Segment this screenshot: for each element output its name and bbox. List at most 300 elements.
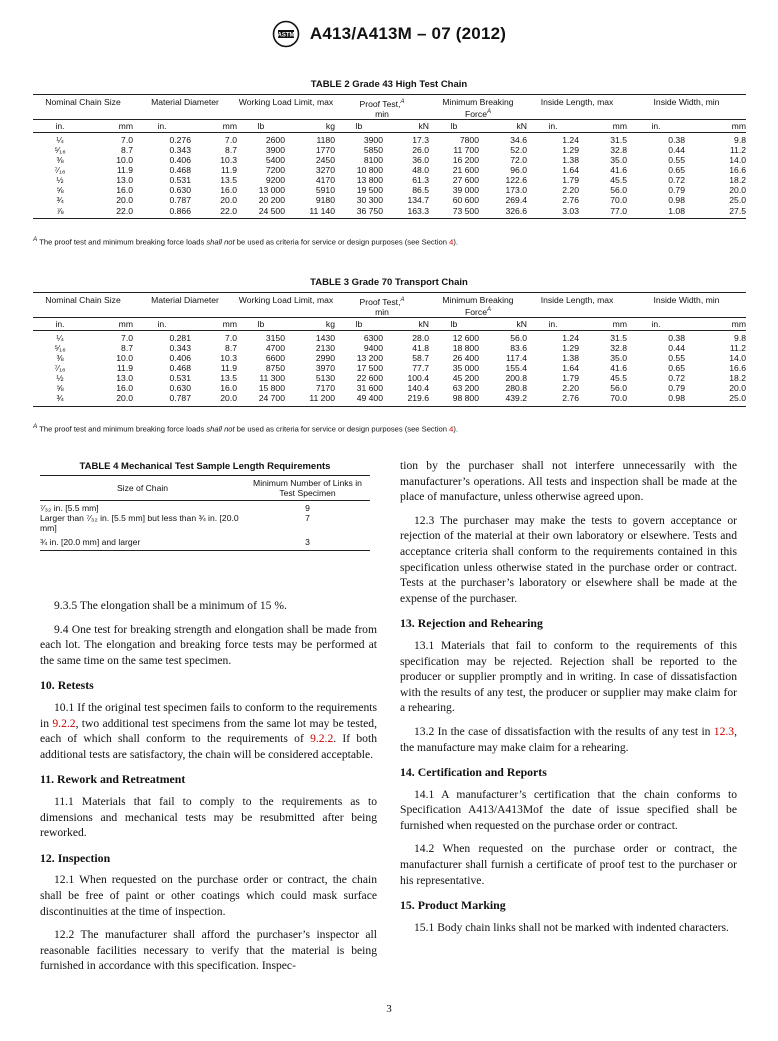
table-row [33,155,746,165]
table-cell: ¾ [56,195,64,206]
table4-caption: TABLE 4 Mechanical Test Sample Length Requirements [79,461,331,472]
table2-body [33,132,746,218]
table3 [33,292,746,407]
paragraph-13-1: 13.1 Materials that fail to conform to the requirements of this specification may be rejected. Rejection shall be reported to the producer or supplier promptly and in writing. In case of dissatisfaction with the results of any test, the producer or supplier may make claim for a rehearing. [400,638,737,715]
unit-label: kg [285,317,335,330]
unit-label: kN [479,119,527,132]
table-cell: 24 700 [237,393,285,406]
table-cell: 14.0 [729,353,746,364]
table-cell: 11 140 [285,206,335,219]
col-header-inside-width: Inside Width, min [627,293,746,318]
unit-label: lb [237,119,285,132]
table-cell: 13.5 [220,373,237,384]
table-cell: 2.76 [562,195,579,206]
table-cell: 10.0 [116,353,133,364]
section-heading-product-marking: 15. Product Marking [400,898,506,913]
table-cell: 10 800 [356,165,383,176]
col-header-breaking-force: Minimum Breaking Force$^A$ [429,293,527,318]
table-cell: 0.787 [169,195,191,206]
table-cell: 4700 [265,342,285,353]
table-cell: 13.5 [220,175,237,186]
table3-footnote: $^A$ The proof test and minimum breaking force loads shall not be used as criteria for service or design purposes (see Section 4). [33,423,458,434]
table-cell: 11.9 [116,165,133,176]
table-cell: 45.5 [610,373,627,384]
table-cell: 173.0 [505,185,527,196]
table-cell: 0.38 [668,332,685,343]
col-header-nominal-size: Nominal Chain Size [33,95,133,120]
table-cell: 35.0 [610,353,627,364]
table-cell: 9.8 [734,332,746,343]
unit-label: mm [685,317,746,330]
table-cell: 32.8 [610,144,627,155]
table-cell: 13 200 [356,353,383,364]
table-cell: ⅜ [56,155,64,166]
table-cell: 34.6 [510,134,527,145]
table-cell: 31.5 [610,134,627,145]
table-cell: 2.20 [562,383,579,394]
table-cell: 22 600 [356,373,383,384]
table-cell: 0.65 [668,165,685,176]
table-cell: 219.6 [383,393,429,406]
table-cell: ⅝ [56,383,64,394]
table-cell: 0.281 [169,332,191,343]
table-cell: 21 600 [452,165,479,176]
table2 [33,94,746,219]
table-row [33,330,746,343]
table-cell: 20 200 [258,195,285,206]
table2-caption: TABLE 2 Grade 43 High Test Chain [310,79,468,90]
paragraph-10-1: 10.1 If the original test specimen fails to conform to the requirements in 9.2.2, two additional test specimens from the same lot may be tested, each of which shall conform to the requirements of 9.2.2. If both additional tests are satisfactory, the chain will be considered acceptable. [40,700,377,761]
unit-label: in. [33,119,87,132]
table-cell: 16.6 [729,165,746,176]
table-cell: 10.0 [116,155,133,166]
table-cell: 7170 [315,383,335,394]
table4 [40,475,370,551]
table-cell: 13.0 [116,373,133,384]
table-cell: ¼ [56,332,64,343]
paragraph-14-2: 14.2 When requested on the purchase order or contract, the manufacturer shall furnish a certificate of proof test to the purchaser or his representative. [400,842,737,887]
table-cell: 11 200 [285,393,335,406]
table-cell: ¼ [56,134,64,145]
table-cell: 2450 [315,155,335,166]
table-cell: ¾ [33,393,87,406]
table-cell: 3.03 [527,206,579,219]
table-cell: 16 200 [452,155,479,166]
table-cell: 20.0 [116,195,133,206]
table-cell: 96.0 [510,165,527,176]
table-cell: 1.79 [562,373,579,384]
table-cell: 58.7 [412,353,429,364]
table-cell: 17 500 [356,363,383,374]
table-cell: 1180 [316,134,335,145]
table-cell: 200.8 [505,373,527,384]
unit-label: lb [335,119,383,132]
table-cell: 0.630 [169,185,191,196]
table-cell: 11.9 [220,165,237,176]
table-cell: 5130 [315,373,335,384]
table-cell: 24 500 [237,206,285,219]
table-cell: 3900 [265,144,285,155]
table-cell: 2.76 [527,393,579,406]
col-header-min-links: Minimum Number of Links in Test Specimen [245,476,370,501]
table-cell: 11 300 [259,373,285,384]
unit-label: in. [33,317,87,330]
table-cell: 0.79 [668,185,685,196]
section-heading-rejection: 13. Rejection and Rehearing [400,616,543,631]
table-cell: 163.3 [383,206,429,219]
table-cell: 16.0 [116,383,133,394]
table-cell: 63 200 [452,383,479,394]
table-cell: 1.29 [562,342,579,353]
table-cell: 20.0 [729,185,746,196]
unit-label: lb [335,317,383,330]
table-row: ⁷⁄₃₂ in. [5.5 mm] 9 [40,503,310,513]
table-cell: 30 300 [356,195,383,206]
table-cell: 0.38 [668,134,685,145]
section-heading-retests: 10. Retests [40,678,94,693]
table-cell: 27.5 [685,206,746,219]
astm-logo-icon [272,20,300,48]
table-cell: 5400 [265,155,285,166]
table-cell: 20.0 [191,393,237,406]
table-cell: 0.406 [169,353,191,364]
table-row [33,343,746,353]
table-row [33,353,746,363]
table-row [33,175,746,185]
table-cell: 6600 [265,353,285,364]
table-cell: 100.4 [407,373,429,384]
table-cell: ⅞ [33,206,87,219]
table-cell: 1.08 [627,206,685,219]
table-cell: 0.343 [169,144,191,155]
table-row [33,373,746,383]
table-cell: 11.2 [729,342,746,353]
table-cell: 56.0 [610,383,627,394]
table-cell: 15 800 [258,383,285,394]
table-cell: 19 500 [356,185,383,196]
unit-label: lb [429,119,479,132]
unit-label: mm [191,317,237,330]
table-cell: ½ [56,373,64,384]
table-row [33,145,746,155]
table-cell: 16.0 [220,383,237,394]
table-cell: 35 000 [452,363,479,374]
unit-label: lb [237,317,285,330]
paragraph-12-3: 12.3 The purchaser may make the tests to govern acceptance or rejection of the material at their own laboratory or elsewhere. Tests and acceptance criteria shall conform to the requirements contained in this specification unless otherwise stated in the purchase order or contract. Tests at the purchaser’s laboratory or elsewhere shall be made at the expense of the purchaser. [400,513,737,605]
table-cell: ½ [56,175,64,186]
table-cell: 0.406 [169,155,191,166]
table-cell: 439.2 [479,393,527,406]
table-cell: 72.0 [510,155,527,166]
table-cell: 1.64 [562,165,579,176]
paragraph-9-4: 9.4 One test for breaking strength and elongation shall be made from each lot. The elongation and breaking force tests may be performed at the same time on the same test specimen. [40,622,377,667]
table-cell: 83.6 [510,342,527,353]
table-cell: 41.6 [610,363,627,374]
unit-label: mm [87,317,133,330]
table-cell: 8.7 [121,144,133,155]
table-cell: 28.0 [412,332,429,343]
table-row [33,195,746,205]
table-cell: 5850 [363,144,383,155]
table-cell: 0.98 [627,393,685,406]
table-cell: 49 400 [335,393,383,406]
table-cell: 52.0 [510,144,527,155]
paragraph-14-1: 14.1 A manufacturer’s certification that the chain conforms to Specification A413/A413Mof the date of issue specified shall be furnished when requested on the purchase order or contract. [400,787,737,832]
col-header-size: Size of Chain [40,476,245,501]
table-cell: 20.0 [220,195,237,206]
table-cell: 70.0 [579,393,627,406]
table-cell: 1.29 [562,144,579,155]
table-row: ¾ in. [20.0 mm] and larger 3 [40,533,370,551]
unit-label: mm [87,119,133,132]
table-cell: 77.0 [579,206,627,219]
section-link[interactable]: 9.2.2 [52,716,76,730]
section-link[interactable]: 9.2.2 [310,732,334,746]
table-cell: 7.0 [225,134,237,145]
table-cell: 0.79 [668,383,685,394]
table-cell: 0.276 [169,134,191,145]
table-cell: 8.7 [121,342,133,353]
table-row [33,206,746,219]
table-cell: 0.531 [169,373,191,384]
section-link[interactable]: 4 [449,237,454,247]
unit-label: kg [285,119,335,132]
table-cell: 11.2 [729,144,746,155]
section-link[interactable]: 4 [449,424,454,434]
table-cell: 9180 [315,195,335,206]
table-cell: 45.5 [610,175,627,186]
unit-label: in. [527,119,579,132]
table-cell: 155.4 [505,363,527,374]
left-column [40,598,377,982]
table-cell: 12 600 [452,332,479,343]
col-header-inside-length: Inside Length, max [527,95,627,120]
table-cell: 0.72 [668,175,685,186]
table-cell: 27 600 [452,175,479,186]
table-row [33,165,746,175]
table-cell: 31.5 [610,332,627,343]
table-cell: 70.0 [610,195,627,206]
table-cell: 0.866 [133,206,191,219]
table-cell: 7.0 [225,332,237,343]
table-cell: 11.9 [116,363,133,374]
table-cell: 14.0 [729,155,746,166]
table-cell: ⅝ [56,185,64,196]
table-cell: 18.2 [729,175,746,186]
table-cell: 22.0 [87,206,133,219]
paragraph-11-1: 11.1 Materials that fail to comply to the requirements as to dimensions and mechanical tests may be resubmitted after being reworked. [40,794,377,840]
table-row [33,363,746,373]
table3-body [33,330,746,406]
section-heading-inspection: 12. Inspection [40,850,111,865]
table-cell: ⅜ [56,353,64,364]
unit-label: kN [383,119,429,132]
table-cell: ⁷⁄₁₆ [54,165,66,176]
col-header-working-load: Working Load Limit, max [237,293,335,318]
table-cell: 16.0 [220,185,237,196]
unit-label: in. [133,317,191,330]
table-cell: 3270 [315,165,335,176]
table-cell: 1.38 [562,353,579,364]
table-cell: 13 000 [258,185,285,196]
table-cell: 1430 [315,332,335,343]
table-cell: 0.44 [668,144,685,155]
table-cell: 9200 [265,175,285,186]
table-cell: 73 500 [429,206,479,219]
table-cell: 20.0 [87,393,133,406]
table-cell: 6300 [363,332,383,343]
table-row [33,383,746,393]
table-cell: 122.6 [505,175,527,186]
table-cell: ⁵⁄₁₆ [54,342,66,353]
table-cell: 326.6 [479,206,527,219]
col-header-inside-length: Inside Length, max [527,293,627,318]
col-header-working-load: Working Load Limit, max [237,95,335,120]
table-cell: 32.8 [610,342,627,353]
unit-label: in. [627,317,685,330]
paragraph-12-2-cont: tion by the purchaser shall not interfere unnecessarily with the manufacturer’s operations. All tests and inspection shall be made at the place of manufacture, unless otherwise agreed upon. [400,459,737,504]
table-cell: 0.468 [169,363,191,374]
page-header [0,20,778,48]
table-cell: 9400 [363,342,383,353]
table-cell: 4170 [315,175,335,186]
table-cell: 2.20 [562,185,579,196]
table-cell: 98 800 [429,393,479,406]
table-cell: 1.24 [562,134,579,145]
col-header-breaking-force: Minimum Breaking Force$^A$ [429,95,527,120]
unit-label: in. [133,119,191,132]
table-cell: 2990 [315,353,335,364]
document-title: A413/A413M – 07 (2012) [309,24,507,43]
table-cell: 7.0 [121,134,133,145]
unit-label: in. [627,119,685,132]
table-row [33,132,746,145]
table-cell: 48.0 [412,165,429,176]
table-cell: 18 800 [452,342,479,353]
paragraph-9-3-5: 9.3.5 The elongation shall be a minimum of 15 %. [54,599,287,612]
table-cell: 0.65 [668,363,685,374]
paragraph-15-1: 15.1 Body chain links shall not be marked with indented characters. [414,920,729,934]
table-cell: 1.79 [562,175,579,186]
table-cell: 0.531 [169,175,191,186]
table-cell: 20.0 [729,383,746,394]
paragraph-13-2: 13.2 In the case of dissatisfaction with the results of any test in 12.3, the manufacture may make claim for a rehearing. [400,724,737,754]
section-heading-certification: 14. Certification and Reports [400,765,547,780]
table-cell: 31 600 [356,383,383,394]
table-cell: 77.7 [412,363,429,374]
unit-label: in. [527,317,579,330]
table-cell: 7.0 [121,332,133,343]
table-cell: 269.4 [505,195,527,206]
table-cell: 36.0 [412,155,429,166]
table-cell: 140.4 [407,383,429,394]
table-cell: 8100 [363,155,383,166]
table-cell: 7800 [459,134,479,145]
table-cell: 11.9 [220,363,237,374]
table-cell: 26.0 [412,144,429,155]
table-cell: 5910 [315,185,335,196]
table-cell: 0.55 [668,155,685,166]
table-cell: 56.0 [610,185,627,196]
table-cell: 35.0 [610,155,627,166]
table-cell: 0.787 [133,393,191,406]
unit-label: mm [579,317,627,330]
unit-label: kN [383,317,429,330]
table-cell: 1.64 [562,363,579,374]
table-cell: 16.0 [116,185,133,196]
table-cell: 0.72 [668,373,685,384]
table-cell: 17.3 [412,134,429,145]
table-cell: 61.3 [412,175,429,186]
table-cell: 0.55 [668,353,685,364]
table-cell: 25.0 [729,195,746,206]
table-cell: 36 750 [335,206,383,219]
table-cell: 3900 [363,134,383,145]
table-cell: 11 700 [453,144,479,155]
table-cell: 41.8 [412,342,429,353]
unit-label: mm [579,119,627,132]
unit-label: lb [429,317,479,330]
col-header-proof-test: Proof Test,$^A$ min [335,95,429,120]
table-cell: 9.8 [734,134,746,145]
table-cell: 280.8 [505,383,527,394]
col-header-material-diameter: Material Diameter [133,293,237,318]
table-cell: 0.343 [169,342,191,353]
table-cell: 2130 [315,342,335,353]
table2-footnote: $^A$ The proof test and minimum breaking force loads shall not be used as criteria for service or design purposes (see Section 4). [33,236,458,247]
right-column [400,458,737,943]
table-cell: 0.44 [668,342,685,353]
table-cell: 25.0 [685,393,746,406]
unit-label: mm [685,119,746,132]
paragraph-12-2: 12.2 The manufacturer shall afford the purchaser’s inspector all reasonable facilities necessary to verify that the material is being furnished in accordance with this specification. Inspec- [40,928,377,973]
table-cell: 16.6 [729,363,746,374]
table-cell: 134.7 [407,195,429,206]
col-header-material-diameter: Material Diameter [133,95,237,120]
section-link[interactable]: 12.3 [713,724,735,738]
table-cell: 8750 [265,363,285,374]
table-row [33,393,746,406]
table-cell: 7200 [265,165,285,176]
table3-caption: TABLE 3 Grade 70 Transport Chain [310,277,468,288]
table-cell: 45 200 [452,373,479,384]
section-heading-rework: 11. Rework and Retreatment [40,772,186,787]
table-cell: 3970 [315,363,335,374]
table-cell: 41.6 [610,165,627,176]
table-cell: 60 600 [452,195,479,206]
table-cell: 3150 [265,332,285,343]
table-cell: 56.0 [510,332,527,343]
table-cell: 1770 [315,144,335,155]
svg-text:ASTM: ASTM [277,32,295,39]
table-cell: 39 000 [452,185,479,196]
table-cell: 13 800 [356,175,383,186]
table-cell: 2600 [265,134,285,145]
table-row: Larger than ⁷⁄₃₂ in. [5.5 mm] but less than ¾ in. [20.0 mm] 7 [40,513,310,533]
col-header-nominal-size: Nominal Chain Size [33,293,133,318]
units-row [33,317,746,330]
col-header-inside-width: Inside Width, min [627,95,746,120]
table-cell: ⁷⁄₁₆ [54,363,66,374]
col-header-proof-test: Proof Test,$^A$ min [335,293,429,318]
table-cell: 18.2 [729,373,746,384]
paragraph-12-1: 12.1 When requested on the purchase order or contract, the chain shall be free of paint or other coatings which could mask surface discontinuities at the time of inspection. [40,873,377,918]
page-number: 3 [386,1003,392,1015]
table-cell: 13.0 [116,175,133,186]
table-cell: 8.7 [225,144,237,155]
table-row [33,185,746,195]
table-cell: 26 400 [452,353,479,364]
